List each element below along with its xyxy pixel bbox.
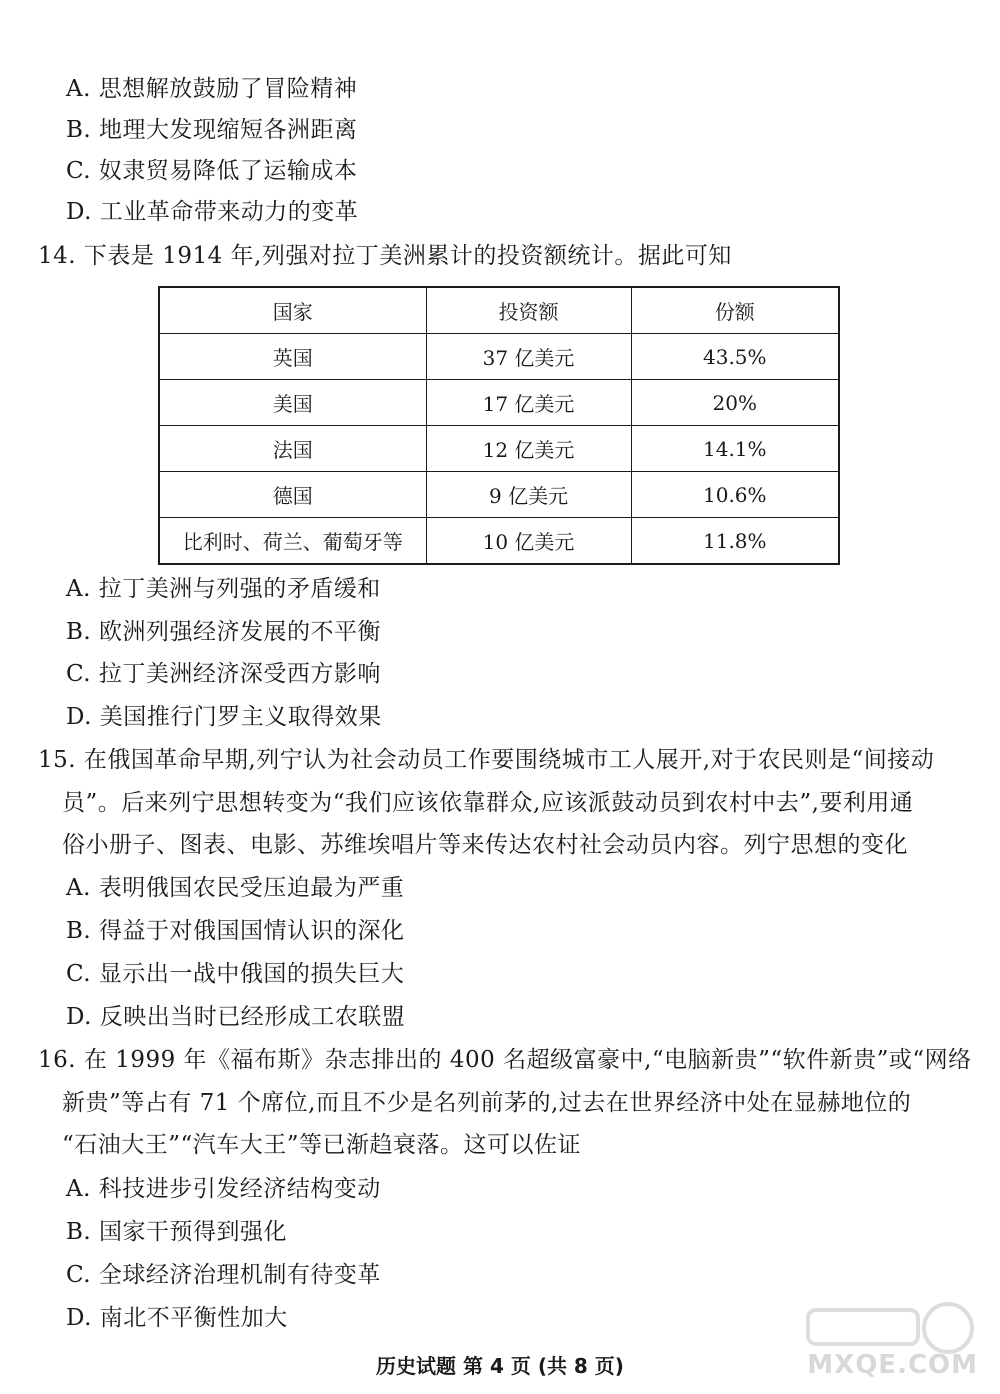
cell-share: 43.5% [631, 334, 839, 380]
q15-stem-line-2: 员”。后来列宁思想转变为“我们应该依靠群众,应该派鼓动员到农村中去”,要利用通 [62, 790, 914, 816]
q16-option-c: C. 全球经济治理机制有待变革 [66, 1262, 381, 1288]
investment-table [158, 286, 840, 565]
q15-option-d: D. 反映出当时已经形成工农联盟 [66, 1004, 406, 1030]
header-share: 份额 [631, 287, 839, 334]
cell-country: 英国 [159, 334, 426, 380]
cell-investment: 9 亿美元 [426, 472, 631, 518]
cell-share: 20% [631, 380, 839, 426]
q15-option-b: B. 得益于对俄国国情认识的深化 [66, 918, 405, 944]
q16-stem-line-1: 16. 在 1999 年《福布斯》杂志排出的 400 名超级富豪中,“电脑新贵”“软件新贵”或“网络 [38, 1047, 972, 1073]
q14-stem: 14. 下表是 1914 年,列强对拉丁美洲累计的投资额统计。据此可知 [38, 243, 732, 269]
q13-option-a: A. 思想解放鼓励了冒险精神 [66, 76, 358, 102]
table-row [159, 380, 839, 426]
cell-country: 法国 [159, 426, 426, 472]
q15-option-a: A. 表明俄国农民受压迫最为严重 [66, 875, 405, 901]
q15-stem-line-1: 15. 在俄国革命早期,列宁认为社会动员工作要围绕城市工人展开,对于农民则是“间接动 [38, 747, 935, 773]
watermark-text: MXQE.COM [807, 1350, 978, 1380]
q14-option-d: D. 美国推行门罗主义取得效果 [66, 704, 382, 730]
watermark-logo [798, 1300, 978, 1380]
q16-option-d: D. 南北不平衡性加大 [66, 1305, 288, 1331]
q14-option-c: C. 拉丁美洲经济深受西方影响 [66, 661, 381, 687]
table-header-row [159, 287, 839, 334]
table-row [159, 472, 839, 518]
cell-share: 10.6% [631, 472, 839, 518]
cell-investment: 37 亿美元 [426, 334, 631, 380]
header-country: 国家 [159, 287, 426, 334]
q15-option-c: C. 显示出一战中俄国的损失巨大 [66, 961, 405, 987]
table-row [159, 334, 839, 380]
q13-option-d: D. 工业革命带来动力的变革 [66, 199, 359, 225]
cell-country: 比利时、荷兰、葡萄牙等 [159, 518, 426, 565]
cell-investment: 12 亿美元 [426, 426, 631, 472]
q13-option-b: B. 地理大发现缩短各洲距离 [66, 117, 358, 143]
page-footer: 历史试题 第 4 页 (共 8 页) [376, 1354, 624, 1378]
cell-investment: 17 亿美元 [426, 380, 631, 426]
table-row [159, 518, 839, 565]
cell-country: 美国 [159, 380, 426, 426]
q16-option-a: A. 科技进步引发经济结构变动 [66, 1176, 381, 1202]
q15-stem-line-3: 俗小册子、图表、电影、苏维埃唱片等来传达农村社会动员内容。列宁思想的变化 [62, 832, 908, 858]
cell-share: 14.1% [631, 426, 839, 472]
table-row [159, 426, 839, 472]
cell-investment: 10 亿美元 [426, 518, 631, 565]
q16-stem-line-2: 新贵”等占有 71 个席位,而且不少是名列前茅的,过去在世界经济中处在显赫地位的 [62, 1090, 912, 1116]
q16-stem-line-3: “石油大王”“汽车大王”等已渐趋衰落。这可以佐证 [62, 1132, 582, 1158]
header-investment: 投资额 [426, 287, 631, 334]
cell-country: 德国 [159, 472, 426, 518]
q16-option-b: B. 国家干预得到强化 [66, 1219, 288, 1245]
q14-option-b: B. 欧洲列强经济发展的不平衡 [66, 619, 382, 645]
cell-share: 11.8% [631, 518, 839, 565]
q13-option-c: C. 奴隶贸易降低了运输成本 [66, 158, 358, 184]
q14-option-a: A. 拉丁美洲与列强的矛盾缓和 [66, 576, 381, 602]
